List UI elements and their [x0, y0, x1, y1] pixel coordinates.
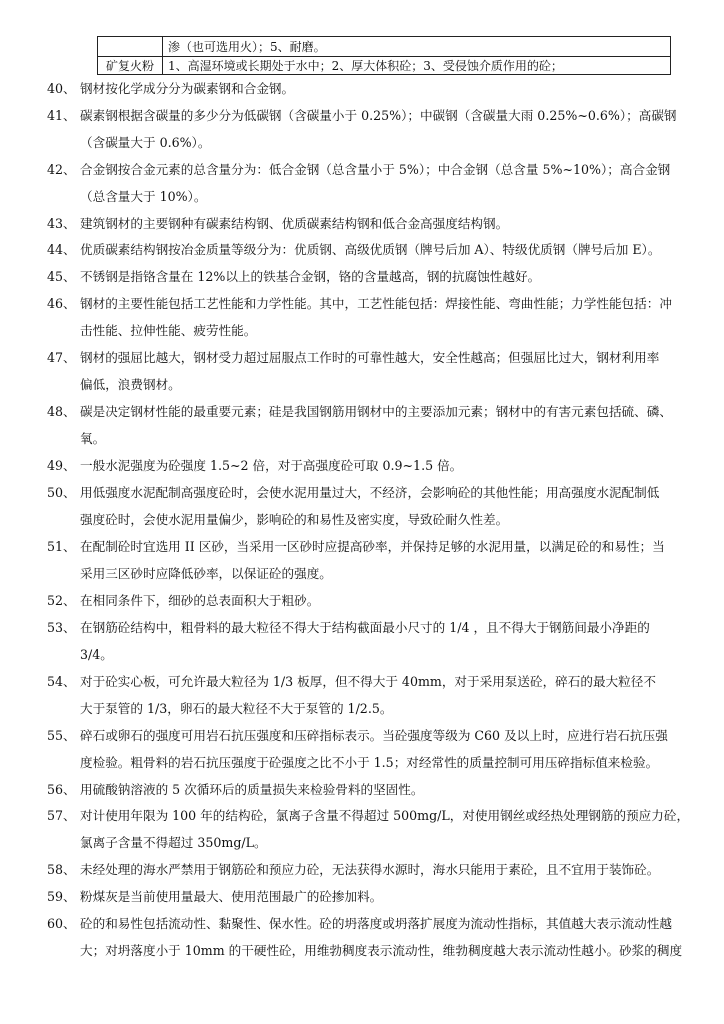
item-text-cont: 氧。	[80, 431, 106, 446]
item-number: 58、	[47, 862, 76, 877]
item-text-cont: 采用三区砂时应降低砂率，以保证砼的强度。	[80, 566, 332, 581]
item-text: 钢材的主要性能包括工艺性能和力学性能。其中，工艺性能包括：焊接性能、弯曲性能；力学性能包括：冲	[80, 296, 672, 311]
item-number: 44、	[47, 242, 76, 257]
item-number: 55、	[47, 728, 76, 743]
item-number: 46、	[47, 296, 76, 311]
item-number: 47、	[47, 350, 76, 365]
item-text-cont: 击性能、拉伸性能、疲劳性能。	[80, 323, 257, 338]
item-text: 碎石或卵石的强度可用岩石抗压强度和压碎指标表示。当砼强度等级为 C60 及以上时，应进行岩石抗压强	[80, 728, 668, 743]
item-text: 用硫酸钠溶液的 5 次循环后的质量损失来检验骨料的坚固性。	[80, 782, 424, 797]
item-number: 42、	[47, 162, 76, 177]
item-text: 碳素钢根据含碳量的多少分为低碳钢（含碳量小于 0.25%）；中碳钢（含碳量大雨 0.25%~0.6%）；高碳钢	[80, 108, 677, 123]
item-text-cont: 偏低，浪费钢材。	[80, 377, 181, 392]
item-text-cont: （总含量大于 10%）。	[80, 189, 207, 204]
table-label-cell: 矿复火粉	[98, 57, 163, 75]
admixture-table	[97, 36, 671, 75]
item-text-cont: 强度砼时，会使水泥用量偏少，影响砼的和易性及密实度，导致砼耐久性差。	[80, 512, 509, 527]
table-row	[98, 57, 671, 75]
item-text: 钢材按化学成分分为碳素钢和合金钢。	[80, 81, 295, 96]
item-text: 在钢筋砼结构中，粗骨料的最大粒径不得大于结构截面最小尺寸的 1/4 ，且不得大于钢筋间最小净距的	[80, 620, 650, 635]
item-number: 48、	[47, 404, 76, 419]
item-text-cont: （含碳量大于 0.6%）。	[80, 135, 211, 150]
table-row	[98, 37, 671, 57]
table-label-cell	[98, 37, 163, 57]
item-text: 对计使用年限为 100 年的结构砼，氯离子含量不得超过 500mg/L，对使用钢丝或经热处理钢筋的预应力砼，	[80, 808, 690, 823]
item-text: 合金钢按合金元素的总含量分为：低合金钢（总含量小于 5%）；中合金钢（总含量 5%~10%）；高合金钢	[80, 162, 671, 177]
item-number: 41、	[47, 108, 76, 123]
item-text: 在配制砼时宜选用 II 区砂，当采用一区砂时应提高砂率，并保持足够的水泥用量，以满足砼的和易性；当	[80, 539, 665, 554]
item-text: 不锈钢是指铬含量在 12%以上的铁基合金钢，铬的含量越高，钢的抗腐蚀性越好。	[80, 269, 541, 284]
item-text: 对于砼实心板，可允许最大粒径为 1/3 板厚，但不得大于 40mm，对于采用泵送砼，碎石的最大粒径不	[80, 674, 656, 689]
item-number: 53、	[47, 620, 76, 635]
item-text: 未经处理的海水严禁用于钢筋砼和预应力砼，无法获得水源时，海水只能用于素砼，且不宜用于装饰砼。	[80, 862, 660, 877]
item-text: 建筑钢材的主要钢种有碳素结构钢、优质碳素结构钢和低合金高强度结构钢。	[80, 216, 509, 231]
item-number: 57、	[47, 808, 76, 823]
item-number: 43、	[47, 216, 76, 231]
table-text-cell: 1、高湿环境或长期处于水中；2、厚大体积砼；3、受侵蚀介质作用的砼；	[163, 57, 671, 75]
item-number: 51、	[47, 539, 76, 554]
item-number: 60、	[47, 916, 76, 931]
item-text: 粉煤灰是当前使用量最大、使用范围最广的砼掺加料。	[80, 889, 383, 904]
item-number: 59、	[47, 889, 76, 904]
item-text-cont: 大；对坍落度小于 10mm 的干硬性砼，用维勃稠度表示流动性，维勃稠度越大表示流动性越小。砂浆的稠度	[80, 943, 683, 958]
item-number: 50、	[47, 485, 76, 500]
item-text-cont: 度检验。粗骨料的岩石抗压强度于砼强度之比不小于 1.5；对经常性的质量控制可用压碎指标值来检验。	[80, 755, 659, 770]
table-text-cell: 渗（也可选用火）；5、耐磨。	[163, 37, 671, 57]
item-number: 49、	[47, 458, 76, 473]
item-text: 钢材的强屈比越大，钢材受力超过屈服点工作时的可靠性越大，安全性越高；但强屈比过大，钢材利用率	[80, 350, 660, 365]
item-text: 一般水泥强度为砼强度 1.5~2 倍，对于高强度砼可取 0.9~1.5 倍。	[80, 458, 463, 473]
item-number: 54、	[47, 674, 76, 689]
item-number: 40、	[47, 81, 76, 96]
item-number: 52、	[47, 593, 76, 608]
item-text: 碳是决定钢材性能的最重要元素；硅是我国钢筋用钢材中的主要添加元素；钢材中的有害元素包括硫、磷、	[80, 404, 672, 419]
item-text-cont: 大于泵管的 1/3，卵石的最大粒径不大于泵管的 1/2.5。	[80, 701, 393, 716]
item-text: 用低强度水泥配制高强度砼时，会使水泥用量过大，不经济，会影响砼的其他性能；用高强度水泥配制低	[80, 485, 660, 500]
item-text: 砼的和易性包括流动性、黏聚性、保水性。砼的坍落度或坍落扩展度为流动性指标，其值越大表示流动性越	[80, 916, 672, 931]
item-number: 45、	[47, 269, 76, 284]
item-number: 56、	[47, 782, 76, 797]
item-text-cont: 氯离子含量不得超过 350mg/L。	[80, 835, 267, 850]
item-text: 优质碳素结构钢按冶金质量等级分为：优质钢、高级优质钢（牌号后加 A）、特级优质钢（牌号后加 E）。	[80, 242, 661, 257]
item-text: 在相同条件下，细砂的总表面积大于粗砂。	[80, 593, 320, 608]
item-text-cont: 3/4。	[80, 647, 113, 662]
